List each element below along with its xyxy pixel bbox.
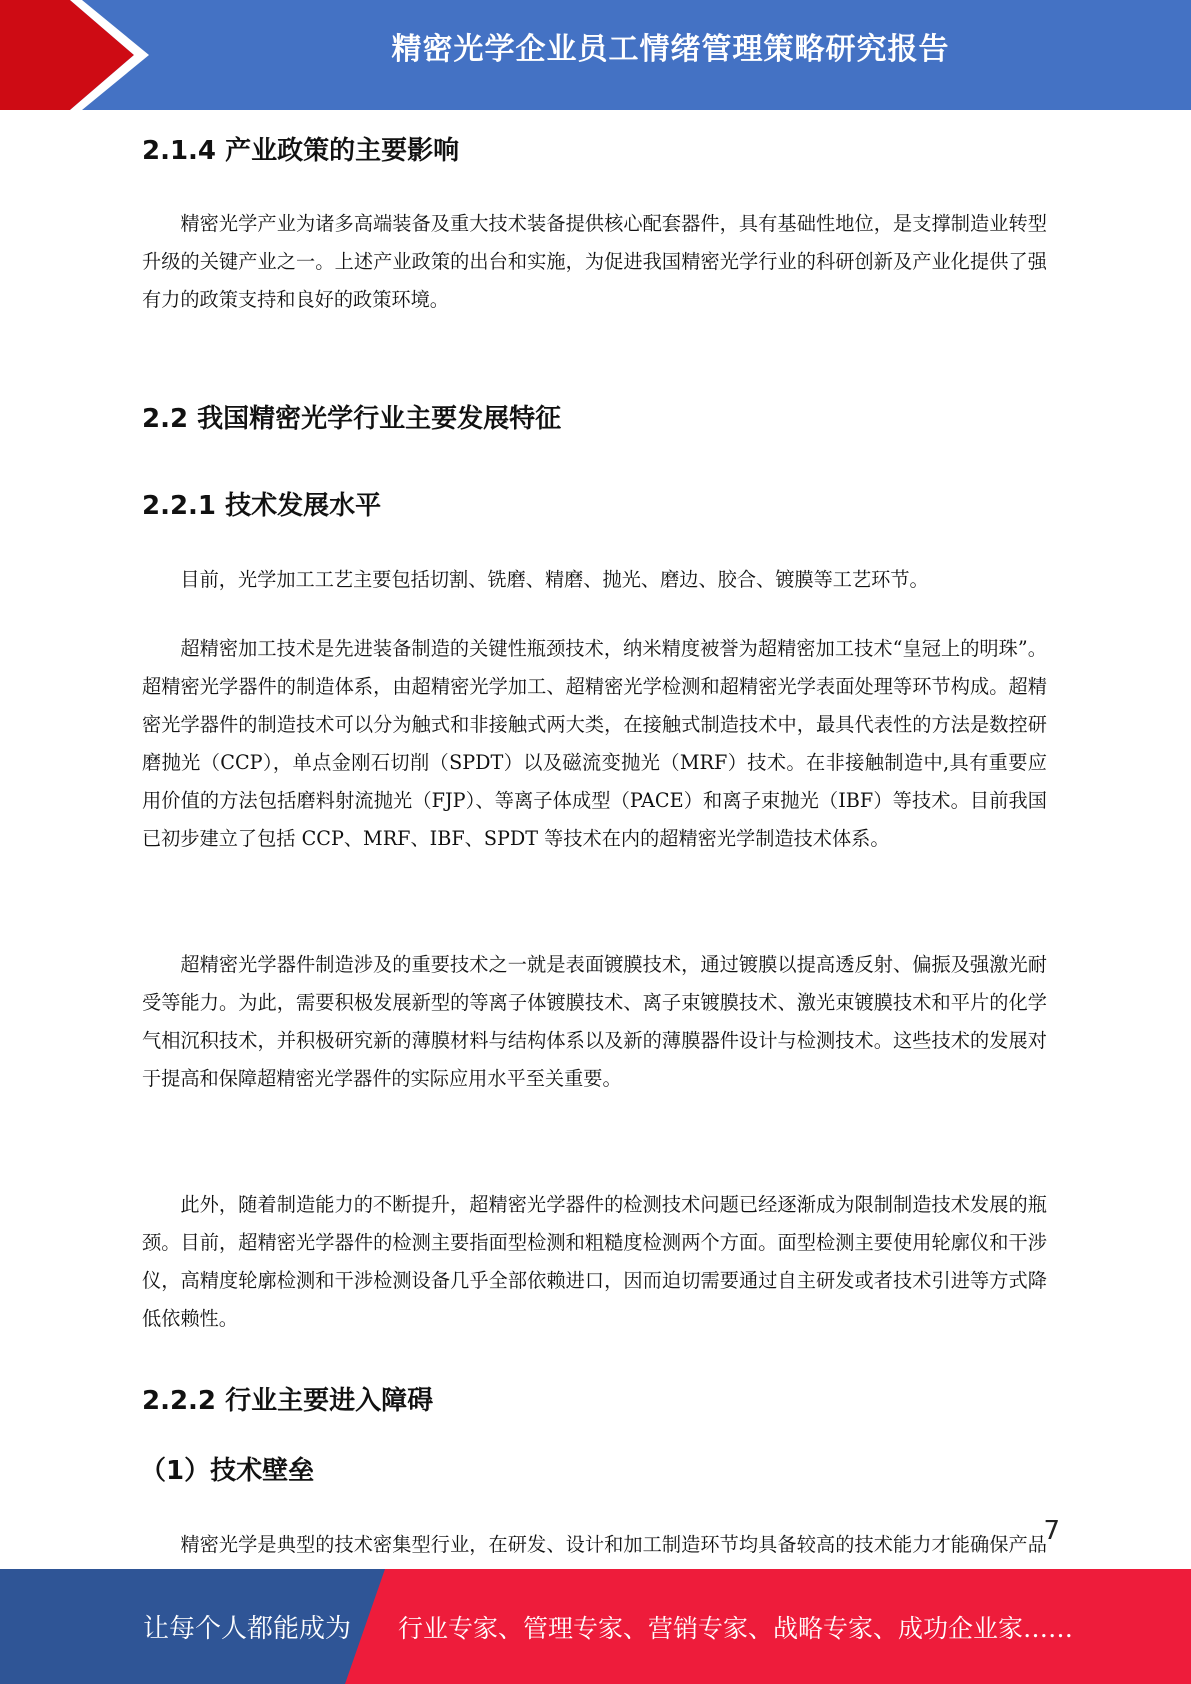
paragraph-2-1-4: 精密光学产业为诸多高端装备及重大技术装备提供核心配套器件，具有基础性地位，是支撑制造业转型升级的关键产业之一。上述产业政策的出台和实施，为促进我国精密光学行业的科研创新及产业化提供了强有力的政策支持和良好的政策环境。: [142, 212, 1047, 311]
heading-2-2-1: 2.2.1 技术发展水平: [142, 491, 382, 521]
footer-slogan-right: 行业专家、管理专家、营销专家、战略专家、成功企业家……: [398, 1614, 1074, 1643]
paragraph-2-2-1-b: 超精密加工技术是先进装备制造的关键性瓶颈技术，纳米精度被誉为超精密加工技术“皇冠上的明珠”。超精密光学器件的制造体系，由超精密光学加工、超精密光学检测和超精密光学表面处理等环节构成。超精密光学器件的制造技术可以分为触式和非接触式两大类，在接触式制造技术中，最具代表性的方法是数控研磨抛光（CCP），单点金刚石切削（SPDT）以及磁流变抛光（MRF）技术。在非接触制造中,具有重要应用价值的方法包括磨料射流抛光（FJP）、等离子体成型（PACE）和离子束抛光（IBF）等技术。目前我国已初步建立了包括 CCP、MRF、IBF、SPDT 等技术在内的超精密光学制造技术体系。: [142, 637, 1047, 850]
paragraph-2-2-1-a: 目前，光学加工工艺主要包括切割、铣磨、精磨、抛光、磨边、胶合、镀膜等工艺环节。: [180, 568, 929, 591]
report-title: 精密光学企业员工情绪管理策略研究报告: [391, 32, 950, 67]
page-footer: [0, 1569, 1191, 1684]
heading-2-2-2: 2.2.2 行业主要进入障碍: [142, 1386, 434, 1416]
subheading-technical-barrier: （1）技术壁垒: [140, 1456, 315, 1486]
heading-2-1-4: 2.1.4 产业政策的主要影响: [142, 136, 460, 166]
page-number: 7: [1043, 1516, 1060, 1546]
page-header: [0, 0, 1191, 110]
paragraph-2-2-2-a: 精密光学是典型的技术密集型行业，在研发、设计和加工制造环节均具备较高的技术能力才能确保产品: [180, 1533, 1047, 1556]
footer-slogan-left: 让每个人都能成为: [143, 1614, 352, 1644]
heading-2-2: 2.2 我国精密光学行业主要发展特征: [142, 404, 562, 434]
paragraph-2-2-1-d: 此外，随着制造能力的不断提升，超精密光学器件的检测技术问题已经逐渐成为限制制造技术发展的瓶颈。目前，超精密光学器件的检测主要指面型检测和粗糙度检测两个方面。面型检测主要使用轮廓仪和干涉仪，高精度轮廓检测和干涉检测设备几乎全部依赖进口，因而迫切需要通过自主研发或者技术引进等方式降低依赖性。: [142, 1193, 1047, 1330]
paragraph-2-2-1-c: 超精密光学器件制造涉及的重要技术之一就是表面镀膜技术，通过镀膜以提高透反射、偏振及强激光耐受等能力。为此，需要积极发展新型的等离子体镀膜技术、离子束镀膜技术、激光束镀膜技术和平片的化学气相沉积技术，并积极研究新的薄膜材料与结构体系以及新的薄膜器件设计与检测技术。这些技术的发展对于提高和保障超精密光学器件的实际应用水平至关重要。: [142, 953, 1047, 1090]
